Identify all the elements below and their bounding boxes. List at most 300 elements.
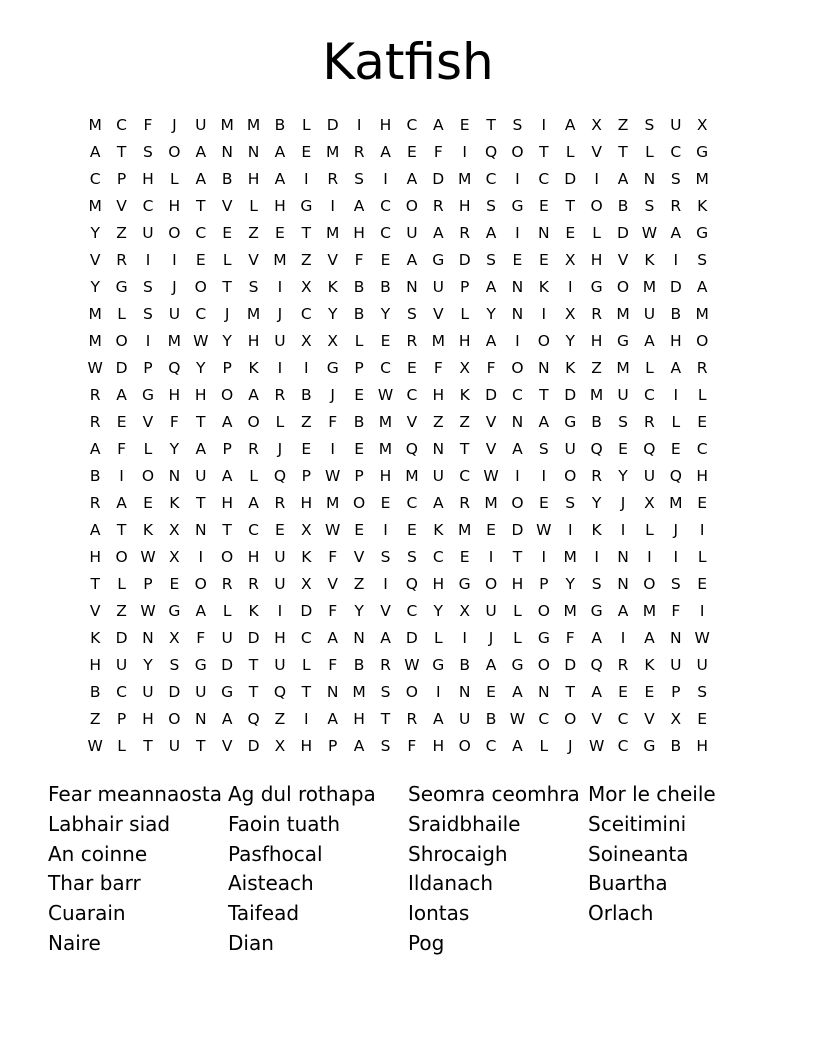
grid-letter: I bbox=[673, 548, 679, 566]
grid-letter: A bbox=[644, 332, 655, 350]
grid-letter: F bbox=[117, 440, 127, 458]
grid-letter: L bbox=[433, 629, 443, 647]
grid-letter: O bbox=[537, 656, 550, 674]
grid-letter: G bbox=[458, 575, 471, 593]
grid-letter: T bbox=[143, 737, 153, 755]
grid-letter: M bbox=[326, 224, 340, 242]
grid-letter: E bbox=[275, 224, 285, 242]
grid-letter: Y bbox=[90, 278, 100, 296]
grid-letter: I bbox=[567, 278, 573, 296]
grid-letter: D bbox=[300, 602, 313, 620]
grid-letter: U bbox=[142, 683, 154, 701]
grid-letter: A bbox=[432, 494, 444, 512]
grid-letter: B bbox=[353, 305, 365, 323]
grid-letter: C bbox=[643, 386, 655, 404]
grid-row bbox=[82, 544, 742, 571]
grid-letter: Y bbox=[222, 332, 232, 350]
word-column bbox=[228, 780, 408, 959]
grid-letter: N bbox=[617, 575, 629, 593]
grid-letter: W bbox=[536, 521, 552, 539]
grid-letter: W bbox=[509, 710, 526, 728]
grid-letter: M bbox=[457, 170, 472, 188]
grid-letter: Z bbox=[459, 413, 470, 431]
grid-letter: H bbox=[590, 332, 603, 350]
grid-letter: D bbox=[564, 656, 577, 674]
grid-letter: T bbox=[222, 521, 232, 539]
grid-letter: K bbox=[433, 521, 444, 539]
grid-letter: R bbox=[406, 332, 418, 350]
grid-letter: R bbox=[459, 494, 471, 512]
grid-letter: Y bbox=[196, 359, 206, 377]
grid-letter: T bbox=[248, 656, 259, 674]
grid-letter: M bbox=[273, 251, 287, 269]
grid-letter: B bbox=[459, 656, 470, 674]
grid-letter: B bbox=[353, 413, 365, 431]
grid-letter: W bbox=[87, 737, 103, 755]
grid-letter: S bbox=[143, 305, 153, 323]
word-list-item: Pog bbox=[408, 930, 445, 955]
grid-letter: L bbox=[645, 143, 654, 161]
word-list-item: Faoin tuath bbox=[228, 811, 341, 836]
grid-letter: H bbox=[168, 386, 181, 404]
grid-letter: S bbox=[380, 548, 391, 566]
grid-letter: P bbox=[539, 575, 549, 593]
grid-letter: V bbox=[485, 413, 497, 431]
grid-letter: I bbox=[304, 710, 309, 728]
grid-letter: A bbox=[670, 359, 682, 377]
grid-letter: W bbox=[404, 656, 420, 674]
grid-letter: V bbox=[591, 143, 602, 161]
grid-letter: H bbox=[142, 170, 154, 188]
grid-letter: I bbox=[277, 278, 283, 296]
grid-letter: O bbox=[484, 575, 498, 593]
grid-letter: O bbox=[564, 710, 577, 728]
grid-letter: N bbox=[669, 629, 682, 647]
grid-letter: M bbox=[378, 440, 393, 458]
grid-letter: E bbox=[195, 251, 206, 269]
grid-letter: A bbox=[406, 251, 418, 269]
grid-letter: U bbox=[274, 575, 286, 593]
grid-letter: G bbox=[115, 278, 128, 296]
grid-letter: L bbox=[117, 305, 126, 323]
grid-letter: O bbox=[168, 143, 181, 161]
grid-letter: R bbox=[432, 197, 444, 215]
grid-letter: Q bbox=[405, 440, 418, 458]
grid-letter: X bbox=[564, 251, 576, 269]
grid-letter: A bbox=[617, 170, 629, 188]
grid-letter: L bbox=[117, 737, 126, 755]
grid-letter: W bbox=[325, 521, 341, 539]
grid-letter: Q bbox=[405, 575, 418, 593]
grid-letter: I bbox=[699, 602, 705, 620]
grid-letter: F bbox=[354, 251, 364, 269]
grid-letter: C bbox=[380, 359, 391, 377]
grid-row bbox=[82, 733, 742, 760]
grid-letter: H bbox=[89, 548, 102, 566]
grid-letter: H bbox=[379, 467, 392, 485]
grid-letter: A bbox=[432, 710, 444, 728]
grid-letter: O bbox=[643, 575, 656, 593]
grid-letter: N bbox=[353, 629, 365, 647]
grid-letter: N bbox=[511, 305, 524, 323]
grid-letter: H bbox=[194, 386, 207, 404]
grid-letter: F bbox=[433, 143, 443, 161]
grid-letter: E bbox=[354, 521, 364, 539]
grid-letter: H bbox=[379, 116, 392, 134]
grid-letter: T bbox=[301, 683, 312, 701]
grid-letter: N bbox=[326, 683, 339, 701]
grid-letter: A bbox=[644, 629, 655, 647]
grid-letter: U bbox=[195, 467, 207, 485]
grid-letter: W bbox=[483, 467, 499, 485]
grid-letter: M bbox=[431, 332, 445, 350]
grid-letter: B bbox=[301, 386, 312, 404]
grid-letter: O bbox=[247, 413, 260, 431]
grid-letter: A bbox=[432, 116, 444, 134]
grid-letter: A bbox=[485, 656, 497, 674]
grid-letter: T bbox=[116, 143, 127, 161]
grid-letter: B bbox=[485, 710, 497, 728]
grid-letter: X bbox=[301, 575, 312, 593]
word-list-item: An coinne bbox=[48, 841, 148, 866]
grid-letter: X bbox=[459, 359, 470, 377]
word-list-item: Thar barr bbox=[48, 871, 141, 896]
grid-letter: P bbox=[222, 359, 232, 377]
grid-letter: W bbox=[87, 359, 103, 377]
grid-row bbox=[82, 490, 742, 517]
grid-letter: G bbox=[300, 197, 313, 215]
grid-letter: L bbox=[222, 251, 232, 269]
grid-letter: X bbox=[169, 629, 180, 647]
grid-letter: A bbox=[512, 737, 523, 755]
grid-letter: M bbox=[695, 170, 709, 188]
grid-letter: D bbox=[221, 656, 234, 674]
grid-letter: G bbox=[326, 359, 339, 377]
grid-letter: Y bbox=[565, 575, 575, 593]
grid-letter: C bbox=[116, 116, 127, 134]
grid-letter: E bbox=[406, 143, 417, 161]
grid-letter: W bbox=[694, 629, 710, 647]
grid-letter: X bbox=[169, 521, 180, 539]
grid-letter: J bbox=[277, 305, 283, 323]
grid-letter: H bbox=[458, 197, 471, 215]
grid-letter: S bbox=[697, 251, 708, 269]
grid-letter: N bbox=[511, 413, 524, 431]
word-list-item: Labhair siad bbox=[48, 811, 171, 836]
grid-letter: L bbox=[249, 197, 258, 215]
grid-letter: I bbox=[541, 467, 547, 485]
grid-letter: A bbox=[696, 278, 708, 296]
grid-letter: F bbox=[196, 629, 206, 647]
grid-letter: D bbox=[564, 386, 577, 404]
grid-letter: E bbox=[406, 521, 417, 539]
grid-letter: A bbox=[89, 440, 101, 458]
grid-letter: C bbox=[485, 170, 497, 188]
word-list-item: Aisteach bbox=[228, 871, 314, 896]
grid-letter: F bbox=[671, 602, 681, 620]
grid-letter: K bbox=[565, 359, 576, 377]
grid-letter: M bbox=[88, 332, 102, 350]
grid-letter: M bbox=[246, 116, 261, 134]
grid-letter: C bbox=[406, 494, 418, 512]
grid-letter: G bbox=[511, 197, 524, 215]
grid-letter: X bbox=[696, 116, 708, 134]
word-list-item: Sceitimini bbox=[588, 811, 687, 836]
grid-letter: S bbox=[380, 737, 391, 755]
grid-letter: H bbox=[300, 737, 313, 755]
grid-letter: M bbox=[352, 683, 366, 701]
grid-letter: H bbox=[89, 656, 102, 674]
grid-letter: I bbox=[594, 170, 599, 188]
grid-letter: K bbox=[644, 251, 655, 269]
grid-letter: R bbox=[274, 386, 286, 404]
grid-letter: C bbox=[300, 629, 312, 647]
grid-letter: E bbox=[538, 251, 549, 269]
grid-letter: V bbox=[89, 602, 101, 620]
grid-letter: E bbox=[697, 575, 708, 593]
grid-letter: P bbox=[222, 440, 232, 458]
grid-letter: I bbox=[515, 332, 520, 350]
grid-letter: P bbox=[116, 710, 127, 728]
grid-letter: S bbox=[697, 683, 708, 701]
word-list-item: Iontas bbox=[408, 901, 470, 926]
grid-letter: K bbox=[697, 197, 708, 215]
grid-letter: C bbox=[248, 521, 259, 539]
grid-letter: W bbox=[588, 737, 605, 755]
grid-letter: U bbox=[617, 386, 629, 404]
grid-letter: Z bbox=[617, 116, 629, 134]
grid-letter: M bbox=[589, 386, 604, 404]
grid-letter: M bbox=[457, 521, 472, 539]
grid-letter: N bbox=[432, 440, 445, 458]
grid-letter: U bbox=[168, 305, 181, 323]
grid-letter: S bbox=[591, 575, 602, 593]
grid-letter: H bbox=[590, 251, 603, 269]
grid-row bbox=[82, 166, 742, 193]
grid-letter: V bbox=[644, 710, 655, 728]
grid-letter: I bbox=[620, 629, 626, 647]
grid-letter: U bbox=[564, 440, 576, 458]
grid-letter: H bbox=[432, 575, 445, 593]
grid-letter: A bbox=[432, 224, 444, 242]
grid-letter: Q bbox=[168, 359, 181, 377]
grid-letter: I bbox=[304, 359, 309, 377]
grid-letter: D bbox=[115, 359, 128, 377]
grid-letter: C bbox=[696, 440, 708, 458]
word-list-item: Fear meannaosta bbox=[48, 782, 222, 806]
grid-letter: O bbox=[115, 332, 128, 350]
grid-letter: E bbox=[354, 440, 364, 458]
grid-letter: L bbox=[565, 143, 575, 161]
grid-letter: A bbox=[89, 143, 101, 161]
grid-letter: X bbox=[591, 116, 602, 134]
grid-letter: J bbox=[172, 278, 177, 296]
grid-letter: A bbox=[617, 602, 629, 620]
grid-letter: H bbox=[300, 494, 313, 512]
grid-letter: K bbox=[169, 494, 180, 512]
grid-letter: X bbox=[301, 278, 312, 296]
grid-letter: Y bbox=[618, 467, 628, 485]
grid-letter: H bbox=[274, 629, 286, 647]
grid-letter: J bbox=[567, 737, 573, 755]
grid-letter: A bbox=[89, 521, 101, 539]
grid-letter: F bbox=[328, 602, 338, 620]
grid-letter: K bbox=[248, 602, 259, 620]
grid-letter: M bbox=[246, 305, 261, 323]
grid-letter: Q bbox=[643, 440, 656, 458]
grid-letter: I bbox=[699, 521, 705, 539]
grid-letter: S bbox=[406, 548, 417, 566]
grid-letter: R bbox=[591, 467, 602, 485]
grid-letter: O bbox=[696, 332, 709, 350]
grid-letter: M bbox=[220, 116, 234, 134]
word-list-item: Shrocaigh bbox=[408, 841, 508, 866]
grid-letter: U bbox=[432, 467, 444, 485]
word-list-item: Pasfhocal bbox=[228, 841, 323, 866]
grid-letter: V bbox=[591, 710, 602, 728]
grid-letter: E bbox=[486, 683, 496, 701]
grid-letter: W bbox=[140, 548, 156, 566]
grid-letter: Y bbox=[169, 440, 180, 458]
grid-letter: E bbox=[486, 521, 496, 539]
grid-letter: S bbox=[538, 440, 549, 458]
grid-letter: J bbox=[673, 521, 679, 539]
grid-letter: I bbox=[304, 170, 309, 188]
grid-letter: B bbox=[89, 467, 101, 485]
grid-letter: C bbox=[617, 737, 629, 755]
grid-letter: G bbox=[564, 413, 577, 431]
grid-letter: Z bbox=[248, 224, 259, 242]
word-list bbox=[48, 780, 768, 959]
grid-letter: H bbox=[511, 575, 524, 593]
grid-letter: J bbox=[172, 116, 177, 134]
grid-letter: T bbox=[196, 197, 206, 215]
grid-letter: B bbox=[89, 683, 101, 701]
grid-letter: I bbox=[383, 521, 388, 539]
grid-letter: U bbox=[458, 710, 471, 728]
grid-letter: I bbox=[435, 683, 441, 701]
grid-letter: E bbox=[169, 575, 180, 593]
word-list-item: Ag dul rothapa bbox=[228, 782, 376, 806]
grid-letter: D bbox=[432, 170, 445, 188]
grid-letter: A bbox=[221, 467, 233, 485]
grid-letter: L bbox=[513, 629, 522, 647]
grid-letter: A bbox=[116, 386, 127, 404]
grid-letter: L bbox=[222, 602, 232, 620]
grid-letter: X bbox=[564, 305, 576, 323]
grid-letter: O bbox=[221, 548, 234, 566]
grid-letter: Y bbox=[90, 224, 100, 242]
grid-letter: P bbox=[143, 575, 153, 593]
grid-letter: T bbox=[486, 116, 496, 134]
grid-letter: N bbox=[538, 683, 550, 701]
word-column bbox=[408, 780, 588, 959]
grid-letter: I bbox=[198, 548, 204, 566]
grid-letter: E bbox=[459, 116, 470, 134]
grid-letter: X bbox=[327, 332, 339, 350]
grid-letter: Z bbox=[89, 710, 101, 728]
grid-letter: S bbox=[644, 197, 655, 215]
grid-letter: Y bbox=[565, 332, 575, 350]
grid-row bbox=[82, 220, 742, 247]
grid-letter: H bbox=[247, 548, 260, 566]
grid-letter: H bbox=[432, 386, 445, 404]
grid-letter: M bbox=[326, 143, 340, 161]
grid-letter: V bbox=[221, 737, 233, 755]
grid-letter: L bbox=[143, 440, 153, 458]
grid-letter: L bbox=[645, 521, 654, 539]
grid-letter: I bbox=[462, 143, 467, 161]
grid-letter: I bbox=[383, 170, 388, 188]
grid-letter: T bbox=[196, 413, 206, 431]
grid-letter: G bbox=[141, 386, 154, 404]
grid-letter: R bbox=[89, 413, 101, 431]
grid-letter: O bbox=[458, 737, 471, 755]
grid-letter: H bbox=[353, 710, 365, 728]
grid-letter: Q bbox=[484, 143, 498, 161]
grid-letter: O bbox=[537, 332, 550, 350]
grid-letter: Z bbox=[432, 413, 444, 431]
grid-letter: C bbox=[459, 467, 471, 485]
grid-letter: R bbox=[221, 575, 233, 593]
grid-letter: G bbox=[537, 629, 550, 647]
grid-letter: N bbox=[221, 143, 233, 161]
grid-letter: L bbox=[302, 116, 311, 134]
grid-letter: A bbox=[327, 710, 339, 728]
grid-letter: B bbox=[670, 737, 682, 755]
grid-letter: X bbox=[301, 521, 312, 539]
grid-letter: P bbox=[301, 467, 311, 485]
grid-letter: B bbox=[591, 413, 602, 431]
grid-letter: G bbox=[194, 656, 207, 674]
grid-letter: V bbox=[248, 251, 259, 269]
grid-letter: S bbox=[406, 305, 417, 323]
word-list-item: Sraidbhaile bbox=[408, 811, 521, 836]
grid-row bbox=[82, 625, 742, 652]
grid-letter: M bbox=[405, 467, 419, 485]
grid-letter: Z bbox=[274, 710, 286, 728]
grid-letter: N bbox=[406, 278, 418, 296]
grid-row bbox=[82, 598, 742, 625]
grid-letter: K bbox=[90, 629, 101, 647]
grid-letter: O bbox=[141, 467, 155, 485]
grid-letter: Y bbox=[591, 494, 602, 512]
grid-letter: M bbox=[669, 494, 683, 512]
grid-letter: N bbox=[194, 710, 207, 728]
grid-letter: V bbox=[617, 251, 629, 269]
grid-letter: K bbox=[591, 521, 602, 539]
grid-letter: O bbox=[511, 494, 524, 512]
grid-letter: A bbox=[195, 440, 207, 458]
grid-row bbox=[82, 274, 742, 301]
grid-letter: P bbox=[671, 683, 681, 701]
grid-letter: R bbox=[89, 386, 101, 404]
grid-letter: W bbox=[325, 467, 341, 485]
grid-letter: S bbox=[670, 170, 681, 188]
grid-letter: L bbox=[249, 467, 258, 485]
grid-letter: D bbox=[326, 116, 339, 134]
grid-letter: T bbox=[539, 143, 549, 161]
grid-letter: G bbox=[590, 278, 603, 296]
grid-letter: J bbox=[620, 494, 626, 512]
grid-letter: P bbox=[328, 737, 338, 755]
grid-letter: A bbox=[274, 143, 286, 161]
grid-letter: F bbox=[328, 656, 338, 674]
grid-row bbox=[82, 193, 742, 220]
grid-letter: G bbox=[221, 683, 234, 701]
grid-letter: I bbox=[172, 251, 177, 269]
grid-letter: K bbox=[248, 359, 259, 377]
